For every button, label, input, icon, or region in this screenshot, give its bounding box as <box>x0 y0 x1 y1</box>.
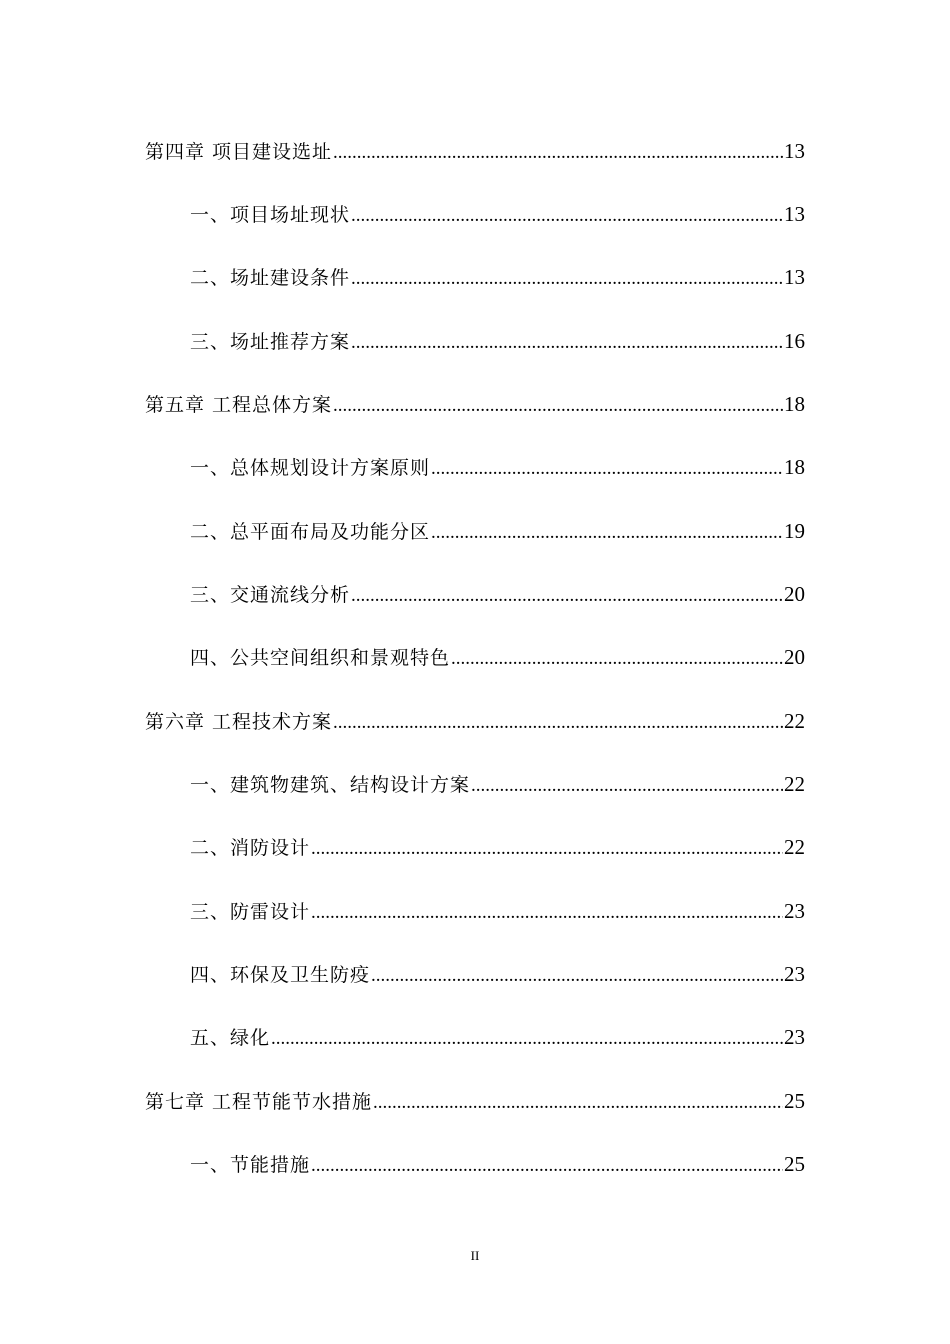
toc-entry-title: 四、公共空间组织和景观特色 <box>190 647 451 669</box>
toc-dot-leader <box>431 454 783 484</box>
toc-dot-leader <box>333 138 783 168</box>
toc-entry-page: 18 <box>784 392 805 416</box>
toc-entry-title: 三、防雷设计 <box>190 901 311 923</box>
toc-dot-leader <box>311 1151 783 1181</box>
toc-entry-page: 23 <box>784 1025 805 1049</box>
toc-entry-section[interactable] <box>190 832 805 862</box>
toc-entry-title: 一、总体规划设计方案原则 <box>190 457 431 479</box>
toc-entry-page: 20 <box>784 582 805 606</box>
toc-entry-section[interactable] <box>190 642 805 672</box>
toc-entry-chapter[interactable] <box>145 1086 805 1116</box>
toc-dot-leader <box>373 1088 783 1118</box>
toc-dot-leader <box>471 771 783 801</box>
toc-entry-chapter[interactable] <box>145 136 805 166</box>
toc-entry-title: 第六章 工程技术方案 <box>145 711 333 733</box>
toc-entry-page: 16 <box>784 329 805 353</box>
toc-entry-section[interactable] <box>190 1022 805 1052</box>
toc-entry-page: 18 <box>784 455 805 479</box>
toc-entry-title: 一、节能措施 <box>190 1154 311 1176</box>
toc-dot-leader <box>351 264 783 294</box>
toc-entry-section[interactable] <box>190 516 805 546</box>
toc-dot-leader <box>311 834 783 864</box>
toc-entry-page: 20 <box>784 645 805 669</box>
toc-entry-page: 22 <box>784 772 805 796</box>
toc-entry-section[interactable] <box>190 199 805 229</box>
toc-entry-title: 四、环保及卫生防疫 <box>190 964 371 986</box>
toc-entry-title: 一、项目场址现状 <box>190 204 351 226</box>
toc-dot-leader <box>351 328 783 358</box>
toc-entry-title: 三、交通流线分析 <box>190 584 351 606</box>
toc-entry-page: 25 <box>784 1089 805 1113</box>
toc-dot-leader <box>333 391 783 421</box>
toc-entry-title: 第五章 工程总体方案 <box>145 394 333 416</box>
toc-entry-title: 五、绿化 <box>190 1027 271 1049</box>
toc-entry-title: 第四章 项目建设选址 <box>145 141 333 163</box>
toc-entry-page: 23 <box>784 899 805 923</box>
toc-entry-page: 22 <box>784 835 805 859</box>
toc-dot-leader <box>351 581 783 611</box>
toc-entry-chapter[interactable] <box>145 389 805 419</box>
toc-entry-page: 19 <box>784 519 805 543</box>
toc-entry-title: 二、场址建设条件 <box>190 267 351 289</box>
toc-entry-title: 二、总平面布局及功能分区 <box>190 521 431 543</box>
toc-entry-page: 23 <box>784 962 805 986</box>
toc-entry-page: 22 <box>784 709 805 733</box>
toc-entry-section[interactable] <box>190 769 805 799</box>
toc-dot-leader <box>371 961 783 991</box>
toc-entry-page: 25 <box>784 1152 805 1176</box>
toc-dot-leader <box>333 708 783 738</box>
toc-entry-chapter[interactable] <box>145 706 805 736</box>
toc-entry-title: 一、建筑物建筑、结构设计方案 <box>190 774 471 796</box>
toc-entry-section[interactable] <box>190 579 805 609</box>
toc-dot-leader <box>351 201 783 231</box>
toc-entry-title: 二、消防设计 <box>190 837 311 859</box>
toc-entry-section[interactable] <box>190 959 805 989</box>
toc-dot-leader <box>451 644 783 674</box>
toc-entry-page: 13 <box>784 139 805 163</box>
toc-entry-title: 第七章 工程节能节水措施 <box>145 1091 373 1113</box>
toc-dot-leader <box>271 1024 783 1054</box>
toc-dot-leader <box>311 898 783 928</box>
toc-entry-title: 三、场址推荐方案 <box>190 331 351 353</box>
footer-page-number: II <box>470 1248 480 1263</box>
toc-entry-section[interactable] <box>190 452 805 482</box>
toc-entry-page: 13 <box>784 265 805 289</box>
toc-dot-leader <box>431 518 783 548</box>
toc-entry-section[interactable] <box>190 262 805 292</box>
toc-entry-section[interactable] <box>190 896 805 926</box>
toc-entry-section[interactable] <box>190 326 805 356</box>
toc-entry-page: 13 <box>784 202 805 226</box>
toc-entry-section[interactable] <box>190 1149 805 1179</box>
